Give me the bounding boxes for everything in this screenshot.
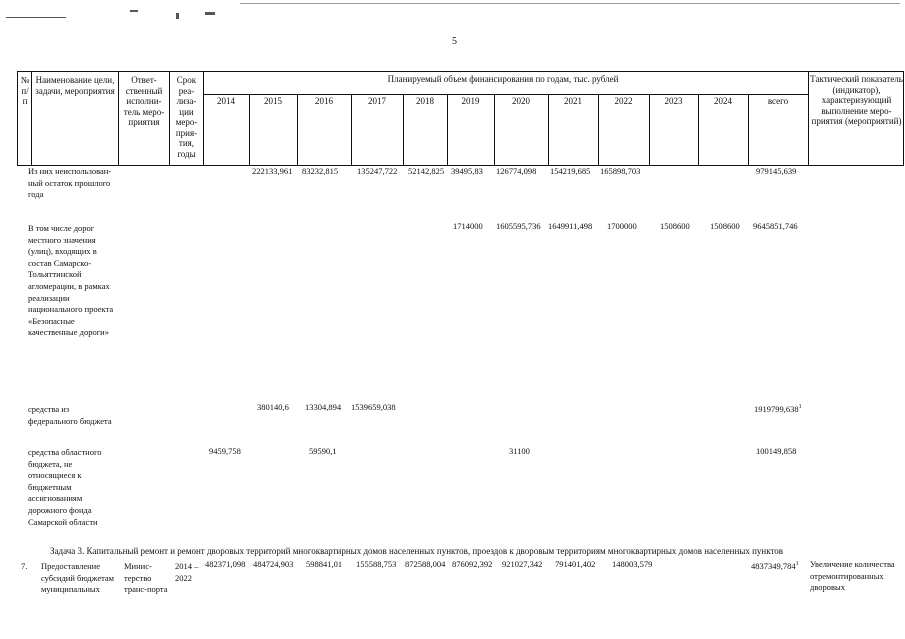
cell-r7-2016: 598841,01 (306, 559, 343, 569)
header-num: № п/п (20, 75, 30, 106)
footnote-mark: 1 (798, 404, 802, 410)
row7-indicator: Увеличение количества отремонтированных дворовых (810, 559, 895, 593)
cell-r1-2021: 154219,685 (550, 166, 591, 176)
cell-r2-2022: 1700000 (607, 221, 637, 231)
year-2024: 2024 (714, 96, 732, 106)
cell-r1-total: 979145,639 (756, 166, 797, 176)
cell-r1-2020: 126774,098 (496, 166, 537, 176)
scan-artifact (240, 3, 900, 4)
year-2020: 2020 (512, 96, 530, 106)
header-name: Наименование цели, задачи, мероприятия (35, 75, 115, 96)
row7-name: Предоставление субсидий бюджетам муниципальных (41, 561, 115, 595)
header-indicator: Тактический показатель (индикатор), характеризующий выполнение меро-приятия (мероприятий) (810, 74, 903, 126)
cell-r7-total-value: 4837349,784 (751, 560, 796, 571)
cell-r1-2016: 83232,815 (302, 166, 339, 176)
cell-r3-2016: 13304,894 (305, 402, 342, 412)
row7-responsible: Минис-терство транс-порта (124, 561, 168, 595)
cell-r7-2019: 876092,392 (452, 559, 493, 569)
cell-r1-2019: 39495,83 (451, 166, 483, 176)
year-total: всего (767, 96, 789, 106)
cell-r2-2021: 1649911,498 (548, 221, 593, 231)
scan-artifact (205, 12, 215, 15)
cell-r7-total (751, 559, 799, 572)
cell-r1-2022: 165898,703 (600, 166, 641, 176)
table-header (17, 71, 904, 166)
scan-artifact (6, 17, 66, 18)
cell-r3-2017: 1539659,038 (351, 402, 396, 412)
scan-artifact (130, 10, 138, 12)
cell-r1-2017: 135247,722 (357, 166, 398, 176)
cell-r3-total (754, 402, 802, 415)
year-2021: 2021 (564, 96, 582, 106)
header-responsible: Ответ-ственный исполни-тель меро-приятия (123, 75, 165, 127)
cell-r3-2015: 380140,6 (257, 402, 289, 412)
task-heading: Задача 3. Капитальный ремонт и ремонт дворовых территорий многоквартирных домов населенных пунктов, проездов к дворовым территориям многоквартирных домов населенных пунктов (50, 546, 784, 556)
cell-r7-2020: 921027,342 (502, 559, 543, 569)
row7-term: 2014 – 2022 (175, 561, 199, 583)
cell-r1-2018: 52142,825 (408, 166, 445, 176)
cell-r4-2020: 31100 (509, 446, 530, 456)
cell-r1-2015: 222133,961 (252, 166, 293, 176)
year-2019: 2019 (461, 96, 480, 106)
cell-r2-2024: 1508600 (710, 221, 740, 231)
cell-r4-2014: 9459,758 (209, 446, 241, 456)
year-2014: 2014 (217, 96, 235, 106)
cell-r7-2022: 148003,579 (612, 559, 653, 569)
cell-r4-2016: 59590,1 (309, 446, 337, 456)
year-2017: 2017 (368, 96, 386, 106)
header-financing: Планируемый объем финансирования по годам, тыс. рублей (387, 74, 619, 84)
cell-r2-2019: 1714000 (453, 221, 483, 231)
footnote-mark: 1 (795, 561, 799, 567)
cell-r2-2023: 1508600 (660, 221, 690, 231)
cell-r7-2015: 484724,903 (253, 559, 294, 569)
year-2015: 2015 (264, 96, 282, 106)
row-label-agglomeration-roads: В том числе дорог местного значения (улиц), входящих в состав Самарско-Тольяттинской агломерации, в рамках реализации национального проекта «Безопасные качественные дороги» (28, 223, 114, 338)
cell-r7-2017: 155588,753 (356, 559, 397, 569)
cell-r7-2014: 482371,098 (205, 559, 246, 569)
cell-r3-total-value: 1919799,638 (754, 403, 799, 414)
year-2023: 2023 (664, 96, 683, 106)
row-label-regional-budget: средства областного бюджета, не относящиеся к бюджетным ассигнованиям дорожного фонда Самарской области (28, 447, 102, 527)
cell-r4-total: 100149,858 (756, 446, 797, 456)
row-label-federal-budget: средства из федерального бюджета (28, 404, 112, 426)
year-2016: 2016 (315, 96, 333, 106)
cell-r7-2021: 791401,402 (555, 559, 596, 569)
year-2022: 2022 (614, 96, 633, 106)
page-number: 5 (452, 36, 457, 47)
header-term: Срок реа-лиза-ции меро-прия-тия, годы (175, 75, 198, 159)
cell-r7-2018: 872588,004 (405, 559, 446, 569)
cell-r2-total: 9645851,746 (753, 221, 798, 231)
row7-num: 7. (21, 561, 28, 571)
scan-artifact (176, 13, 179, 19)
year-2018: 2018 (416, 96, 434, 106)
row-label-unused-balance: Из них неиспользован-ный остаток прошлого года (28, 166, 112, 200)
cell-r2-2020: 1605595,736 (496, 221, 541, 231)
